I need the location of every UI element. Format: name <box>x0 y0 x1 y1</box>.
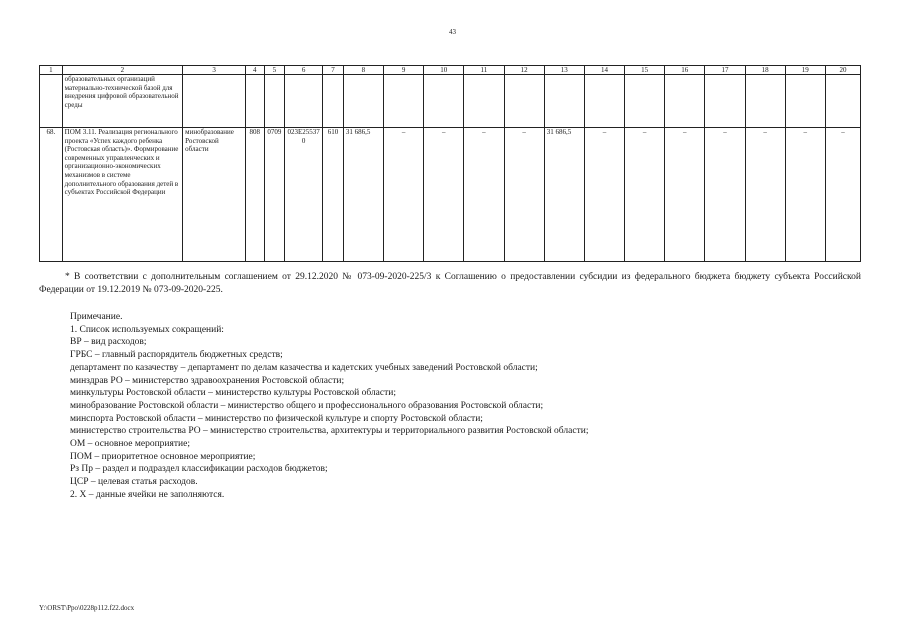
table-row-68 <box>40 128 861 262</box>
cell-empty <box>544 75 584 128</box>
cell-empty <box>343 75 383 128</box>
cell-empty <box>285 75 323 128</box>
file-path-footer: Y:\ORST\Ppo\0228p112.f22.docx <box>39 604 135 612</box>
activity-name-cell: ПОМ 3.11. Реализация регионального проекта «Успех каждого ребенка (Ростовская область)». Формирование современных управленческих и организационно-экономических механизмов в системе дополнительного образования детей в субъектах Российской Федерации <box>62 128 183 262</box>
header-cell: 9 <box>384 66 424 75</box>
footnote: * В соответствии с дополнительным соглашением от 29.12.2020 № 073-09-2020-225/3 к Соглашению о предоставлении субсидии из федерального бюджета бюджету субъекта Российской Федерации от 19.12.2019 № 073-09-2020-225. <box>39 272 861 295</box>
note-line: министерство строительства РО – министерство строительства, архитектуры и территориального развития Ростовской области; <box>70 426 589 437</box>
header-cell: 7 <box>323 66 344 75</box>
cell-empty <box>825 75 860 128</box>
cell-empty <box>504 75 544 128</box>
header-cell: 1 <box>40 66 63 75</box>
header-cell: 20 <box>825 66 860 75</box>
table-row-continuation <box>40 75 861 128</box>
grbs-cell: 808 <box>246 128 265 262</box>
activity-name-cell: образовательных организаций материально-технической базой для внедрения цифровой образовательной среды <box>62 75 183 128</box>
value-cell: – <box>584 128 624 262</box>
header-cell: 13 <box>544 66 584 75</box>
note-line: минобразование Ростовской области – министерство общего и профессионального образования Ростовской области; <box>70 400 544 411</box>
cell-empty <box>183 75 246 128</box>
value-cell: – <box>625 128 665 262</box>
note-line: ВР – вид расходов; <box>70 337 147 348</box>
vr-cell: 610 <box>323 128 344 262</box>
note-line: минкультуры Ростовской области – министерство культуры Ростовской области; <box>70 388 396 399</box>
cell-empty <box>384 75 424 128</box>
cell-empty <box>625 75 665 128</box>
cell-empty <box>323 75 344 128</box>
header-cell: 6 <box>285 66 323 75</box>
note-line: 2. Х – данные ячейки не заполняются. <box>70 489 225 500</box>
page-number: 43 <box>449 28 456 36</box>
note-line: ГРБС – главный распорядитель бюджетных средств; <box>70 350 283 361</box>
value-cell: – <box>464 128 504 262</box>
value-cell: – <box>504 128 544 262</box>
header-cell: 19 <box>785 66 825 75</box>
header-cell: 12 <box>504 66 544 75</box>
header-cell: 16 <box>665 66 705 75</box>
header-cell: 8 <box>343 66 383 75</box>
notes-title: Примечание. <box>70 312 123 322</box>
note-line: ПОМ – приоритетное основное мероприятие; <box>70 451 256 462</box>
cell-empty <box>40 75 63 128</box>
cell-empty <box>246 75 265 128</box>
value-cell: – <box>705 128 745 262</box>
header-cell: 17 <box>705 66 745 75</box>
header-cell: 3 <box>183 66 246 75</box>
executor-cell: минобразование Ростовской области <box>183 128 246 262</box>
note-line: Рз Пр – раздел и подраздел классификации расходов бюджетов; <box>70 464 328 475</box>
cell-empty <box>745 75 785 128</box>
notes-block <box>70 311 588 502</box>
header-cell: 4 <box>246 66 265 75</box>
value-cell: – <box>384 128 424 262</box>
budget-table <box>39 65 861 262</box>
value-cell: 31 686,5 <box>544 128 584 262</box>
csr-cell: 023E255370 <box>285 128 323 262</box>
header-cell: 5 <box>264 66 285 75</box>
value-cell: – <box>424 128 464 262</box>
row-number-cell: 68. <box>40 128 63 262</box>
total-cell: 31 686,5 <box>343 128 383 262</box>
table-header-row <box>40 66 861 75</box>
header-cell: 15 <box>625 66 665 75</box>
cell-empty <box>584 75 624 128</box>
cell-empty <box>264 75 285 128</box>
cell-empty <box>705 75 745 128</box>
header-cell: 18 <box>745 66 785 75</box>
header-cell: 11 <box>464 66 504 75</box>
rzpr-cell: 0709 <box>264 128 285 262</box>
header-cell: 2 <box>62 66 183 75</box>
note-line: департамент по казачеству – департамент по делам казачества и кадетских учебных заведений Ростовской области; <box>70 362 538 373</box>
note-line: минспорта Ростовской области – министерство по физической культуре и спорту Ростовской области; <box>70 413 483 424</box>
note-line: 1. Список используемых сокращений: <box>70 324 224 335</box>
value-cell: – <box>665 128 705 262</box>
value-cell: – <box>825 128 860 262</box>
cell-empty <box>785 75 825 128</box>
cell-empty <box>665 75 705 128</box>
cell-empty <box>424 75 464 128</box>
note-line: ЦСР – целевая статья расходов. <box>70 477 198 488</box>
cell-empty <box>464 75 504 128</box>
value-cell: – <box>745 128 785 262</box>
note-line: ОМ – основное мероприятие; <box>70 439 190 450</box>
note-line: минздрав РО – министерство здравоохранения Ростовской области; <box>70 375 345 386</box>
value-cell: – <box>785 128 825 262</box>
header-cell: 14 <box>584 66 624 75</box>
header-cell: 10 <box>424 66 464 75</box>
